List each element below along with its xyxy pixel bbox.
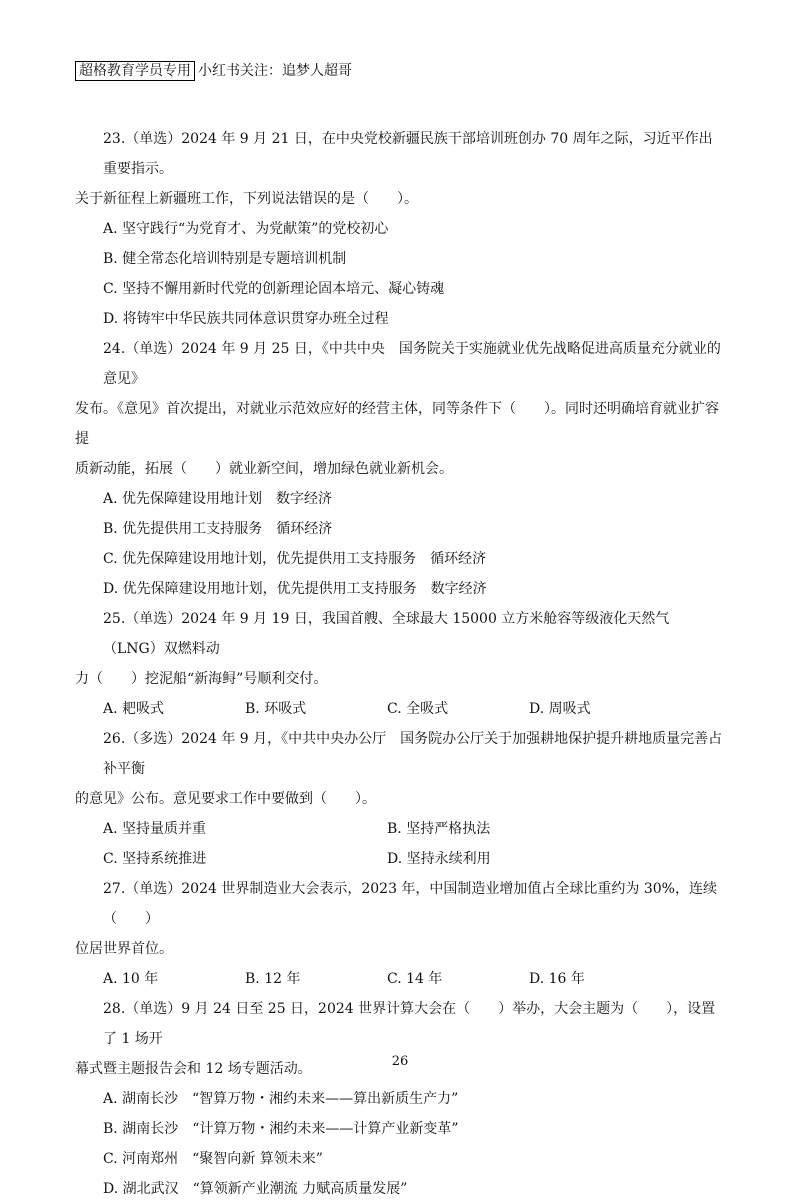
page-header	[75, 61, 352, 81]
option-d: D. 优先保障建设用地计划，优先提供用工支持服务 数字经济	[103, 581, 487, 597]
question-25	[75, 604, 723, 724]
question-23	[75, 124, 723, 334]
option-d: D. 坚持永续利用	[387, 851, 491, 867]
options-row	[103, 814, 723, 844]
option-c: C. 14 年	[387, 971, 443, 987]
option-d: D. 16 年	[529, 971, 585, 987]
option-d: D. 湖北武汉 “算领新产业潮流 力赋高质量发展”	[103, 1181, 408, 1197]
option-c: C. 河南郑州 “聚智向新 算领未来”	[103, 1151, 323, 1167]
question-27	[75, 874, 723, 994]
option-b: B. 优先提供用工支持服务 循环经济	[103, 521, 333, 537]
brand-label: 超格教育学员专用	[75, 61, 195, 81]
option-a: A. 坚守践行“为党育才、为党献策”的党校初心	[103, 221, 389, 237]
option-b: B. 12 年	[245, 971, 301, 987]
question-stem: 23.（单选）2024 年 9 月 21 日，在中央党校新疆民族干部培训班创办 70 周年之际，习近平作出重要指示。 关于新征程上新疆班工作，下列说法错误的是（ ）。	[75, 131, 713, 207]
header-note: 小红书关注：追梦人超哥	[198, 63, 352, 79]
question-stem: 28.（单选）9 月 24 日至 25 日，2024 世界计算大会在（ ）举办，大会主题为（ ），设置了 1 场开 幕式暨主题报告会和 12 场专题活动。	[75, 1001, 716, 1077]
option-c: C. 坚持系统推进	[103, 851, 207, 867]
option-c: C. 坚持不懈用新时代党的创新理论固本培元、凝心铸魂	[103, 281, 445, 297]
question-stem: 26.（多选）2024 年 9 月，《中共中央办公厅 国务院办公厅关于加强耕地保护提升耕地质量完善占补平衡 的意见》公布。意见要求工作中要做到（ ）。	[75, 731, 723, 807]
option-a: A. 坚持量质并重	[103, 821, 207, 837]
question-26	[75, 724, 723, 874]
option-a: A. 优先保障建设用地计划 数字经济	[103, 491, 333, 507]
question-stem: 27.（单选）2024 世界制造业大会表示，2023 年，中国制造业增加值占全球比重约为 30%，连续（ ） 位居世界首位。	[75, 881, 717, 957]
option-a: A. 10 年	[103, 971, 159, 987]
option-d: D. 周吸式	[529, 701, 591, 717]
option-b: B. 健全常态化培训特别是专题培训机制	[103, 251, 347, 267]
question-28	[75, 994, 723, 1204]
option-a: A. 耙吸式	[103, 701, 165, 717]
options-row	[103, 844, 723, 874]
question-stem: 24.（单选）2024 年 9 月 25 日，《中共中央 国务院关于实施就业优先战略促进高质量充分就业的意见》 发布。《意见》首次提出，对就业示范效应好的经营主体，同等条件下（ ）。同时还明确培育就业扩容提 质新动能，拓展（ ）就业新空间，增加绿色就业新机会。	[75, 341, 721, 477]
options-row	[103, 694, 723, 724]
option-b: B. 环吸式	[245, 701, 307, 717]
option-d: D. 将铸牢中华民族共同体意识贯穿办班全过程	[103, 311, 389, 327]
question-24	[75, 334, 723, 604]
page-number: 26	[391, 1054, 409, 1069]
question-stem: 25.（单选）2024 年 9 月 19 日，我国首艘、全球最大 15000 立方米舱容等级液化天然气（LNG）双燃料动 力（ ）挖泥船“新海鲟”号顺利交付。	[75, 611, 670, 687]
options-row	[103, 964, 723, 994]
option-b: B. 湖南长沙 “计算万物・湘约未来——计算产业新变革”	[103, 1121, 459, 1137]
question-list	[75, 124, 723, 1204]
option-a: A. 湖南长沙 “智算万物・湘约未来——算出新质生产力”	[103, 1091, 459, 1107]
option-b: B. 坚持严格执法	[387, 821, 491, 837]
option-c: C. 优先保障建设用地计划，优先提供用工支持服务 循环经济	[103, 551, 487, 567]
option-c: C. 全吸式	[387, 701, 449, 717]
